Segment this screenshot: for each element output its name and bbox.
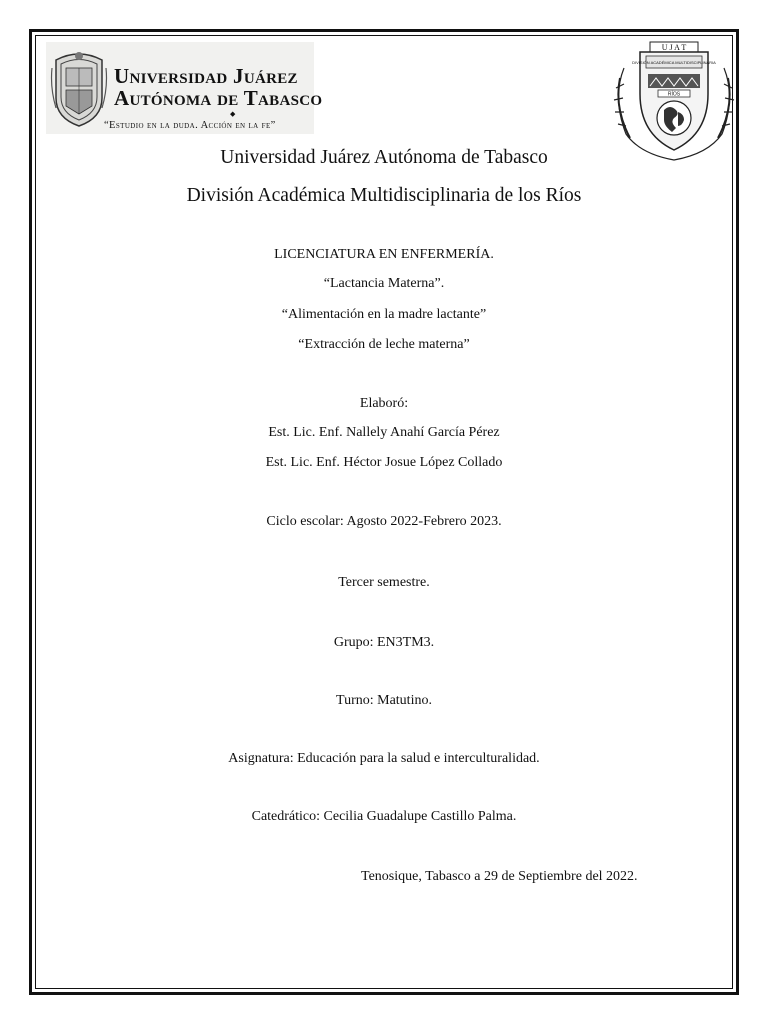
page-border-inner xyxy=(35,35,733,989)
author-2: Est. Lic. Enf. Héctor Josue López Collado xyxy=(265,455,503,470)
logo-motto: “Estudio en la duda. Acción en la fe” xyxy=(104,120,276,131)
semester: Tercer semestre. xyxy=(338,575,430,590)
university-logo xyxy=(46,42,323,134)
professor: Catedrático: Cecilia Guadalupe Castillo Palma. xyxy=(251,809,517,824)
author-1: Est. Lic. Enf. Nallely Anahí García Pérez xyxy=(268,425,500,440)
school-cycle: Ciclo escolar: Agosto 2022-Febrero 2023. xyxy=(266,514,502,529)
logo-title-line1: Universidad Juárez xyxy=(114,64,298,88)
ujat-seal-icon xyxy=(610,38,738,162)
seal-banner-text: DIVISIÓN ACADÉMICA MULTIDISCIPLINARIA xyxy=(632,60,716,65)
subject: Asignatura: Educación para la salud e interculturalidad. xyxy=(228,751,540,766)
group: Grupo: EN3TM3. xyxy=(333,635,435,650)
authors-label: Elaboró: xyxy=(359,396,409,411)
title-1: “Lactancia Materna”. xyxy=(323,276,445,291)
title-2: “Alimentación en la madre lactante” xyxy=(281,307,487,322)
logo-title-line2: Autónoma de Tabasco xyxy=(114,86,323,110)
shift: Turno: Matutino. xyxy=(336,693,432,708)
place-and-date: Tenosique, Tabasco a 29 de Septiembre del 2022. xyxy=(361,869,638,884)
program-name: LICENCIATURA EN ENFERMERÍA. xyxy=(274,247,494,262)
title-3: “Extracción de leche materna” xyxy=(298,337,470,352)
division-name: División Académica Multidisciplinaria de los Ríos xyxy=(186,185,582,206)
university-crest-icon xyxy=(50,48,108,128)
seal-ribbon-text: RÍOS xyxy=(667,91,681,98)
logo-diamond: ◆ xyxy=(230,110,236,118)
seal-top-text: U J A T xyxy=(661,43,687,52)
university-name: Universidad Juárez Autónoma de Tabasco xyxy=(220,147,548,168)
